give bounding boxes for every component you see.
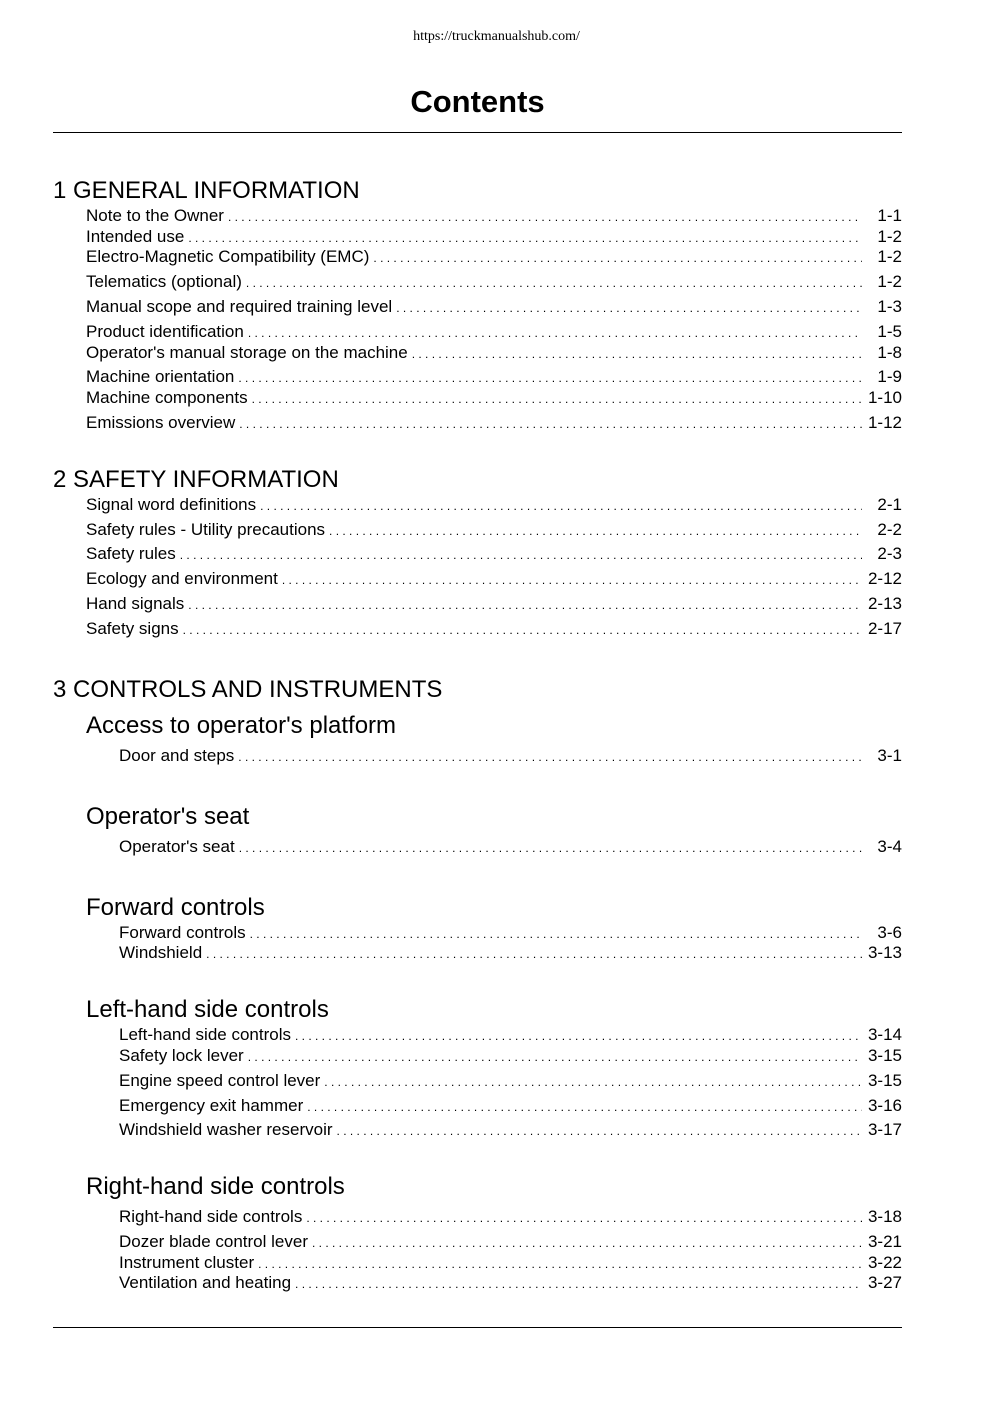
toc-entry-page: 2-13 [867,594,902,613]
toc-entry-label: Machine components [86,388,248,407]
dot-leader [183,620,862,640]
toc-entry-page: 1-3 [877,297,902,316]
toc-entry-label: Safety rules - Utility precautions [86,520,326,539]
toc-entry-label: Windshield [119,943,203,962]
dot-leader [295,1274,862,1294]
dot-leader [228,207,862,227]
toc-entry-page: 3-16 [867,1096,902,1115]
toc-entry-page: 1-1 [877,206,902,225]
toc-entry[interactable] [86,247,902,267]
toc-entry-page: 3-27 [867,1273,902,1292]
section-heading: 1 GENERAL INFORMATION [53,177,360,204]
dot-leader [412,344,862,364]
toc-entry-label: Ecology and environment [86,569,278,588]
toc-entry-label: Signal word definitions [86,495,257,514]
toc-entry-page: 3-21 [867,1232,902,1251]
toc-entry-label: Dozer blade control lever [119,1232,308,1251]
toc-entry-label: Left-hand side controls [119,1025,291,1044]
toc-entry-label: Safety signs [86,619,179,638]
toc-entry-label: Note to the Owner [86,206,224,225]
toc-entry-label: Machine orientation [86,367,235,386]
toc-entry-label: Intended use [86,227,185,246]
dot-leader [396,298,862,318]
toc-entry[interactable] [119,746,902,766]
subsection-heading: Forward controls [86,894,265,921]
dot-leader [206,944,862,964]
subsection-heading: Access to operator's platform [86,712,397,739]
toc-entry[interactable] [119,1273,902,1293]
dot-leader [307,1097,862,1117]
toc-entry-label: Engine speed control lever [119,1071,321,1090]
section-heading: 3 CONTROLS AND INSTRUMENTS [53,676,443,703]
toc-entry-page: 3-15 [867,1046,902,1065]
toc-entry[interactable] [86,594,902,614]
toc-entry[interactable] [86,227,902,247]
toc-entry[interactable] [86,322,902,342]
toc-entry-label: Forward controls [119,923,246,942]
toc-entry-page: 2-1 [877,495,902,514]
toc-entry-page: 1-10 [867,388,902,407]
toc-entry-label: Windshield washer reservoir [119,1120,333,1139]
toc-entry[interactable] [119,1120,902,1140]
toc-entry-page: 3-18 [867,1207,902,1226]
toc-entry[interactable] [119,923,902,943]
toc-entry-label: Telematics (optional) [86,272,242,291]
toc-entry[interactable] [119,837,902,857]
toc-entry-label: Right-hand side controls [119,1207,303,1226]
toc-entry-page: 1-12 [867,413,902,432]
page-title: Contents [410,84,545,119]
subsection-heading: Operator's seat [86,803,250,830]
toc-entry-label: Safety rules [86,544,176,563]
dot-leader [246,273,862,293]
dot-leader [306,1208,862,1228]
toc-entry-label: Ventilation and heating [119,1273,292,1292]
toc-entry-label: Product identification [86,322,244,341]
top-divider [53,132,902,133]
section-heading: 2 SAFETY INFORMATION [53,466,339,493]
toc-entry-page: 2-17 [867,619,902,638]
toc-entry[interactable] [86,495,902,515]
toc-entry-page: 3-15 [867,1071,902,1090]
toc-entry[interactable] [119,943,902,963]
toc-entry[interactable] [119,1046,902,1066]
toc-entry[interactable] [86,569,902,589]
toc-entry-page: 1-2 [877,227,902,246]
toc-entry-label: Emissions overview [86,413,236,432]
toc-entry[interactable] [86,544,902,564]
toc-entry-label: Electro-Magnetic Compatibility (EMC) [86,247,370,266]
toc-entry-page: 3-14 [867,1025,902,1044]
dot-leader [373,248,862,268]
toc-entry-page: 2-2 [877,520,902,539]
source-url: https://truckmanualshub.com/ [413,29,580,44]
toc-entry-page: 1-2 [877,247,902,266]
toc-entry[interactable] [119,1253,902,1273]
dot-leader [329,521,862,541]
dot-leader [239,838,862,858]
toc-entry-page: 3-22 [867,1253,902,1272]
toc-entry[interactable] [86,619,902,639]
dot-leader [324,1072,862,1092]
subsection-heading: Left-hand side controls [86,996,329,1023]
dot-leader [239,414,862,434]
dot-leader [260,496,862,516]
toc-entry-label: Operator's seat [119,837,235,856]
toc-entry-page: 3-6 [877,923,902,942]
toc-entry-page: 3-13 [867,943,902,962]
toc-entry[interactable] [119,1025,902,1045]
dot-leader [180,545,862,565]
toc-entry[interactable] [119,1232,902,1252]
toc-entry-page: 1-9 [877,367,902,386]
toc-entry-label: Emergency exit hammer [119,1096,304,1115]
toc-entry-page: 1-8 [877,343,902,362]
toc-entry-page: 3-17 [867,1120,902,1139]
subsection-heading: Right-hand side controls [86,1173,345,1200]
toc-entry[interactable] [86,206,902,226]
toc-entry-label: Hand signals [86,594,185,613]
dot-leader [258,1254,862,1274]
toc-entry[interactable] [86,297,902,317]
toc-entry-page: 1-5 [877,322,902,341]
toc-entry[interactable] [119,1207,902,1227]
toc-entry-label: Door and steps [119,746,235,765]
toc-entry-page: 3-1 [877,746,902,765]
dot-leader [250,924,862,944]
dot-leader [282,570,862,590]
bottom-divider [53,1327,902,1328]
toc-entry[interactable] [86,272,902,292]
toc-entry-page: 2-3 [877,544,902,563]
dot-leader [252,389,862,409]
dot-leader [238,368,862,388]
toc-entry-page: 2-12 [867,569,902,588]
toc-entry-label: Operator's manual storage on the machine [86,343,408,362]
toc-entry-label: Safety lock lever [119,1046,244,1065]
toc-entry[interactable] [86,367,902,387]
dot-leader [337,1121,862,1141]
toc-entry-page: 1-2 [877,272,902,291]
dot-leader [312,1233,862,1253]
toc-entry[interactable] [86,388,902,408]
dot-leader [188,228,862,248]
toc-entry[interactable] [119,1071,902,1091]
dot-leader [248,323,862,343]
toc-entry-page: 3-4 [877,837,902,856]
dot-leader [295,1026,862,1046]
toc-entry[interactable] [86,413,902,433]
dot-leader [248,1047,862,1067]
toc-entry-label: Manual scope and required training level [86,297,393,316]
toc-entry[interactable] [119,1096,902,1116]
dot-leader [188,595,862,615]
dot-leader [238,747,862,767]
toc-entry-label: Instrument cluster [119,1253,255,1272]
toc-entry[interactable] [86,520,902,540]
toc-entry[interactable] [86,343,902,363]
